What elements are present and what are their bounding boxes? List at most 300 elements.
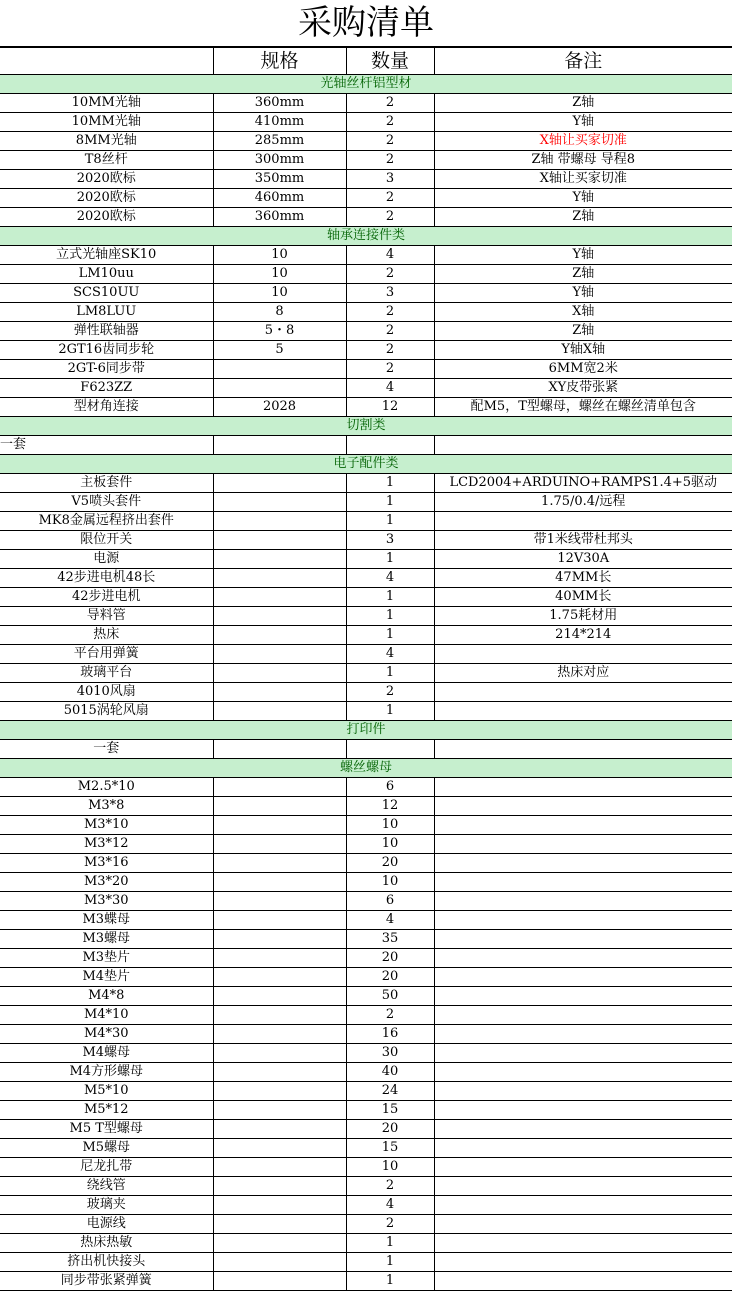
note-cell[interactable]: Y轴 bbox=[434, 284, 732, 303]
qty-cell[interactable]: 20 bbox=[346, 1120, 434, 1139]
qty-cell[interactable] bbox=[346, 740, 434, 759]
qty-cell[interactable]: 10 bbox=[346, 1158, 434, 1177]
spec-cell[interactable]: 460mm bbox=[213, 189, 346, 208]
note-cell[interactable]: X轴让买家切准 bbox=[434, 132, 732, 151]
spec-cell[interactable] bbox=[213, 987, 346, 1006]
spec-cell[interactable]: 360mm bbox=[213, 94, 346, 113]
note-cell[interactable] bbox=[434, 1139, 732, 1158]
qty-cell[interactable]: 4 bbox=[346, 569, 434, 588]
item-name-cell[interactable]: 42步进电机48长 bbox=[0, 569, 213, 588]
item-name-cell[interactable]: 尼龙扎带 bbox=[0, 1158, 213, 1177]
table-row bbox=[0, 683, 732, 702]
item-name-cell[interactable]: 热床 bbox=[0, 626, 213, 645]
note-cell[interactable]: 6MM宽2米 bbox=[434, 360, 732, 379]
table-row bbox=[0, 702, 732, 721]
item-name-cell[interactable]: F623ZZ bbox=[0, 379, 213, 398]
item-name-cell[interactable]: SCS10UU bbox=[0, 284, 213, 303]
note-cell[interactable] bbox=[434, 949, 732, 968]
table-row bbox=[0, 873, 732, 892]
spec-cell[interactable] bbox=[213, 1158, 346, 1177]
qty-cell[interactable]: 2 bbox=[346, 189, 434, 208]
qty-cell[interactable]: 2 bbox=[346, 683, 434, 702]
table-row bbox=[0, 1177, 732, 1196]
note-cell[interactable] bbox=[434, 1082, 732, 1101]
item-name-cell[interactable]: M3*12 bbox=[0, 835, 213, 854]
note-cell[interactable] bbox=[434, 1063, 732, 1082]
item-name-cell[interactable]: M4螺母 bbox=[0, 1044, 213, 1063]
qty-cell[interactable]: 2 bbox=[346, 94, 434, 113]
spec-cell[interactable] bbox=[213, 854, 346, 873]
table-row bbox=[0, 1063, 732, 1082]
spec-cell[interactable] bbox=[213, 1120, 346, 1139]
note-cell[interactable] bbox=[434, 1025, 732, 1044]
table-row bbox=[0, 113, 732, 132]
item-name-cell[interactable]: 10MM光轴 bbox=[0, 94, 213, 113]
table-row bbox=[0, 1006, 732, 1025]
note-cell[interactable]: Y轴 bbox=[434, 189, 732, 208]
item-name-cell[interactable]: M4*10 bbox=[0, 1006, 213, 1025]
table-row bbox=[0, 626, 732, 645]
qty-cell[interactable]: 1 bbox=[346, 493, 434, 512]
spec-cell[interactable]: 360mm bbox=[213, 208, 346, 227]
qty-cell[interactable]: 2 bbox=[346, 360, 434, 379]
item-name-cell[interactable]: M3*8 bbox=[0, 797, 213, 816]
spec-cell[interactable] bbox=[213, 550, 346, 569]
item-name-cell[interactable]: M5 T型螺母 bbox=[0, 1120, 213, 1139]
item-name-cell[interactable]: 电源 bbox=[0, 550, 213, 569]
item-name-cell[interactable]: 8MM光轴 bbox=[0, 132, 213, 151]
table-row bbox=[0, 189, 732, 208]
note-cell[interactable]: 47MM长 bbox=[434, 569, 732, 588]
section-label[interactable]: 打印件 bbox=[0, 721, 732, 740]
qty-cell[interactable]: 2 bbox=[346, 322, 434, 341]
table-row bbox=[0, 664, 732, 683]
note-cell[interactable] bbox=[434, 1044, 732, 1063]
table-row bbox=[0, 968, 732, 987]
qty-cell[interactable]: 1 bbox=[346, 702, 434, 721]
qty-cell[interactable]: 1 bbox=[346, 1272, 434, 1291]
table-row bbox=[0, 379, 732, 398]
spec-cell[interactable] bbox=[213, 588, 346, 607]
spec-cell[interactable] bbox=[213, 645, 346, 664]
item-name-cell[interactable]: M3蝶母 bbox=[0, 911, 213, 930]
qty-cell[interactable]: 40 bbox=[346, 1063, 434, 1082]
item-name-cell[interactable]: 玻璃平台 bbox=[0, 664, 213, 683]
header-cell-qty[interactable]: 数量 bbox=[346, 48, 434, 75]
table-row bbox=[0, 949, 732, 968]
qty-cell[interactable]: 30 bbox=[346, 1044, 434, 1063]
item-name-cell[interactable]: LM10uu bbox=[0, 265, 213, 284]
item-name-cell[interactable]: M3*20 bbox=[0, 873, 213, 892]
qty-cell[interactable]: 10 bbox=[346, 835, 434, 854]
spec-cell[interactable] bbox=[213, 1006, 346, 1025]
spec-cell[interactable] bbox=[213, 626, 346, 645]
item-name-cell[interactable]: V5喷头套件 bbox=[0, 493, 213, 512]
qty-cell[interactable]: 2 bbox=[346, 1006, 434, 1025]
qty-cell[interactable]: 2 bbox=[346, 113, 434, 132]
note-cell[interactable]: Z轴 bbox=[434, 208, 732, 227]
note-cell[interactable]: Y轴X轴 bbox=[434, 341, 732, 360]
note-cell[interactable]: Z轴 bbox=[434, 322, 732, 341]
note-cell[interactable]: X轴 bbox=[434, 303, 732, 322]
table-row bbox=[0, 322, 732, 341]
item-name-cell[interactable]: 2020欧标 bbox=[0, 208, 213, 227]
spec-cell[interactable]: 300mm bbox=[213, 151, 346, 170]
item-name-cell[interactable]: LM8LUU bbox=[0, 303, 213, 322]
qty-cell[interactable]: 2 bbox=[346, 303, 434, 322]
section-row bbox=[0, 721, 732, 740]
spec-cell[interactable]: 10 bbox=[213, 265, 346, 284]
table-row bbox=[0, 1215, 732, 1234]
spec-cell[interactable] bbox=[213, 360, 346, 379]
note-cell[interactable]: Y轴 bbox=[434, 246, 732, 265]
spec-cell[interactable] bbox=[213, 911, 346, 930]
qty-cell[interactable]: 6 bbox=[346, 778, 434, 797]
qty-cell[interactable]: 50 bbox=[346, 987, 434, 1006]
note-cell[interactable] bbox=[434, 816, 732, 835]
spec-cell[interactable] bbox=[213, 1025, 346, 1044]
section-label[interactable]: 电子配件类 bbox=[0, 455, 732, 474]
item-name-cell[interactable]: M4方形螺母 bbox=[0, 1063, 213, 1082]
spec-cell[interactable]: 285mm bbox=[213, 132, 346, 151]
qty-cell[interactable]: 15 bbox=[346, 1101, 434, 1120]
item-name-cell[interactable]: 5015涡轮风扇 bbox=[0, 702, 213, 721]
spec-cell[interactable] bbox=[213, 607, 346, 626]
table-row bbox=[0, 512, 732, 531]
note-cell[interactable]: Z轴 bbox=[434, 94, 732, 113]
table-row bbox=[0, 360, 732, 379]
note-cell[interactable]: X轴让买家切准 bbox=[434, 170, 732, 189]
qty-cell[interactable]: 3 bbox=[346, 531, 434, 550]
table-row bbox=[0, 550, 732, 569]
table-row bbox=[0, 645, 732, 664]
spec-cell[interactable] bbox=[213, 835, 346, 854]
qty-cell[interactable]: 2 bbox=[346, 1215, 434, 1234]
item-name-cell[interactable]: M4垫片 bbox=[0, 968, 213, 987]
section-label[interactable]: 切割类 bbox=[0, 417, 732, 436]
spec-cell[interactable] bbox=[213, 797, 346, 816]
spec-cell[interactable] bbox=[213, 778, 346, 797]
table-row bbox=[0, 607, 732, 626]
spec-cell[interactable]: 10 bbox=[213, 246, 346, 265]
note-cell[interactable] bbox=[434, 892, 732, 911]
table-row bbox=[0, 1101, 732, 1120]
item-name-cell[interactable]: 2020欧标 bbox=[0, 170, 213, 189]
spec-cell[interactable] bbox=[213, 930, 346, 949]
item-name-cell[interactable]: M3*10 bbox=[0, 816, 213, 835]
item-name-cell[interactable]: 玻璃夹 bbox=[0, 1196, 213, 1215]
note-cell[interactable] bbox=[434, 740, 732, 759]
header-cell-note[interactable]: 备注 bbox=[434, 48, 732, 75]
note-cell[interactable]: Z轴 带螺母 导程8 bbox=[434, 151, 732, 170]
table-row bbox=[0, 1196, 732, 1215]
table-row bbox=[0, 740, 732, 759]
note-cell[interactable]: 40MM长 bbox=[434, 588, 732, 607]
note-cell[interactable]: 热床对应 bbox=[434, 664, 732, 683]
qty-cell[interactable]: 20 bbox=[346, 968, 434, 987]
spec-cell[interactable]: 410mm bbox=[213, 113, 346, 132]
spec-cell[interactable] bbox=[213, 873, 346, 892]
qty-cell[interactable]: 1 bbox=[346, 1234, 434, 1253]
item-name-cell[interactable]: 导料管 bbox=[0, 607, 213, 626]
table-row bbox=[0, 208, 732, 227]
note-cell[interactable] bbox=[434, 778, 732, 797]
spec-cell[interactable] bbox=[213, 531, 346, 550]
note-cell[interactable]: 带1米线带杜邦头 bbox=[434, 531, 732, 550]
item-name-cell[interactable]: 2GT16齿同步轮 bbox=[0, 341, 213, 360]
note-cell[interactable] bbox=[434, 1101, 732, 1120]
spec-cell[interactable] bbox=[213, 683, 346, 702]
table-row bbox=[0, 132, 732, 151]
qty-cell[interactable]: 4 bbox=[346, 645, 434, 664]
note-cell[interactable]: XY皮带张紧 bbox=[434, 379, 732, 398]
table-row bbox=[0, 303, 732, 322]
item-name-cell[interactable]: 2020欧标 bbox=[0, 189, 213, 208]
spec-cell[interactable] bbox=[213, 379, 346, 398]
spec-cell[interactable] bbox=[213, 1253, 346, 1272]
spec-cell[interactable] bbox=[213, 1044, 346, 1063]
spec-cell[interactable]: 10 bbox=[213, 284, 346, 303]
qty-cell[interactable]: 1 bbox=[346, 1253, 434, 1272]
qty-cell[interactable]: 12 bbox=[346, 398, 434, 417]
table-row bbox=[0, 1234, 732, 1253]
item-name-cell[interactable]: 立式光轴座SK10 bbox=[0, 246, 213, 265]
note-cell[interactable] bbox=[434, 987, 732, 1006]
spec-cell[interactable] bbox=[213, 702, 346, 721]
qty-cell[interactable]: 4 bbox=[346, 379, 434, 398]
qty-cell[interactable]: 1 bbox=[346, 550, 434, 569]
table-row bbox=[0, 170, 732, 189]
qty-cell[interactable]: 4 bbox=[346, 1196, 434, 1215]
table-row bbox=[0, 436, 732, 455]
note-cell[interactable]: 1.75耗材用 bbox=[434, 607, 732, 626]
qty-cell[interactable]: 3 bbox=[346, 170, 434, 189]
note-cell[interactable] bbox=[434, 797, 732, 816]
note-cell[interactable]: 1.75/0.4/远程 bbox=[434, 493, 732, 512]
item-name-cell[interactable]: 4010风扇 bbox=[0, 683, 213, 702]
item-name-cell[interactable]: 热床热敏 bbox=[0, 1234, 213, 1253]
qty-cell[interactable]: 1 bbox=[346, 512, 434, 531]
note-cell[interactable]: 12V30A bbox=[434, 550, 732, 569]
note-cell[interactable] bbox=[434, 911, 732, 930]
qty-cell[interactable]: 2 bbox=[346, 1177, 434, 1196]
spec-cell[interactable]: 8 bbox=[213, 303, 346, 322]
table-row bbox=[0, 778, 732, 797]
qty-cell[interactable]: 24 bbox=[346, 1082, 434, 1101]
table-row bbox=[0, 265, 732, 284]
qty-cell[interactable]: 20 bbox=[346, 949, 434, 968]
item-name-cell[interactable]: 平台用弹簧 bbox=[0, 645, 213, 664]
qty-cell[interactable]: 10 bbox=[346, 873, 434, 892]
spec-cell[interactable] bbox=[213, 1082, 346, 1101]
note-cell[interactable] bbox=[434, 1006, 732, 1025]
spec-cell[interactable] bbox=[213, 1063, 346, 1082]
qty-cell[interactable]: 20 bbox=[346, 854, 434, 873]
spec-cell[interactable] bbox=[213, 1101, 346, 1120]
table-row bbox=[0, 1025, 732, 1044]
note-cell[interactable] bbox=[434, 1234, 732, 1253]
qty-cell[interactable]: 2 bbox=[346, 341, 434, 360]
item-name-cell[interactable]: 限位开关 bbox=[0, 531, 213, 550]
qty-cell[interactable]: 4 bbox=[346, 246, 434, 265]
qty-cell[interactable]: 1 bbox=[346, 588, 434, 607]
spec-cell[interactable] bbox=[213, 436, 346, 455]
table-row bbox=[0, 797, 732, 816]
qty-cell[interactable]: 3 bbox=[346, 284, 434, 303]
section-row bbox=[0, 759, 732, 778]
note-cell[interactable]: Y轴 bbox=[434, 113, 732, 132]
table-row bbox=[0, 94, 732, 113]
note-cell[interactable] bbox=[434, 645, 732, 664]
spec-cell[interactable] bbox=[213, 892, 346, 911]
qty-cell[interactable]: 35 bbox=[346, 930, 434, 949]
spec-cell[interactable] bbox=[213, 1272, 346, 1291]
item-name-cell[interactable]: M3*16 bbox=[0, 854, 213, 873]
item-name-cell[interactable]: 电源线 bbox=[0, 1215, 213, 1234]
qty-cell[interactable]: 1 bbox=[346, 626, 434, 645]
table-row bbox=[0, 1139, 732, 1158]
note-cell[interactable] bbox=[434, 1253, 732, 1272]
qty-cell[interactable]: 2 bbox=[346, 265, 434, 284]
spec-cell[interactable] bbox=[213, 1234, 346, 1253]
note-cell[interactable] bbox=[434, 1120, 732, 1139]
table-row bbox=[0, 1082, 732, 1101]
note-cell[interactable] bbox=[434, 702, 732, 721]
qty-cell[interactable]: 2 bbox=[346, 151, 434, 170]
note-cell[interactable] bbox=[434, 1196, 732, 1215]
item-name-cell[interactable]: 绕线管 bbox=[0, 1177, 213, 1196]
item-name-cell[interactable]: T8丝杆 bbox=[0, 151, 213, 170]
qty-cell[interactable]: 1 bbox=[346, 607, 434, 626]
spec-cell[interactable] bbox=[213, 1215, 346, 1234]
note-cell[interactable]: Z轴 bbox=[434, 265, 732, 284]
table-row bbox=[0, 284, 732, 303]
spec-cell[interactable] bbox=[213, 968, 346, 987]
note-cell[interactable]: LCD2004+ARDUINO+RAMPS1.4+5驱动 bbox=[434, 474, 732, 493]
note-cell[interactable] bbox=[434, 1177, 732, 1196]
table-row bbox=[0, 1120, 732, 1139]
header-cell-spec[interactable]: 规格 bbox=[213, 48, 346, 75]
spec-cell[interactable]: 350mm bbox=[213, 170, 346, 189]
item-name-cell[interactable]: 一套 bbox=[0, 740, 213, 759]
note-cell[interactable] bbox=[434, 512, 732, 531]
qty-cell[interactable]: 1 bbox=[346, 474, 434, 493]
header-cell-name[interactable] bbox=[0, 48, 213, 75]
item-name-cell[interactable]: 挤出机快接头 bbox=[0, 1253, 213, 1272]
item-name-cell[interactable]: 2GT-6同步带 bbox=[0, 360, 213, 379]
note-cell[interactable] bbox=[434, 930, 732, 949]
item-name-cell[interactable]: M3垫片 bbox=[0, 949, 213, 968]
qty-cell[interactable]: 12 bbox=[346, 797, 434, 816]
qty-cell[interactable]: 2 bbox=[346, 208, 434, 227]
item-name-cell[interactable]: M3*30 bbox=[0, 892, 213, 911]
table-row bbox=[0, 911, 732, 930]
section-label[interactable]: 轴承连接件类 bbox=[0, 227, 732, 246]
qty-cell[interactable]: 2 bbox=[346, 132, 434, 151]
note-cell[interactable]: 配M5，T型螺母，螺丝在螺丝清单包含 bbox=[434, 398, 732, 417]
section-row bbox=[0, 455, 732, 474]
table-row bbox=[0, 493, 732, 512]
spec-cell[interactable]: 2028 bbox=[213, 398, 346, 417]
table-row bbox=[0, 816, 732, 835]
spec-cell[interactable] bbox=[213, 949, 346, 968]
item-name-cell[interactable]: 型材角连接 bbox=[0, 398, 213, 417]
spec-cell[interactable] bbox=[213, 569, 346, 588]
note-cell[interactable] bbox=[434, 873, 732, 892]
spec-cell[interactable] bbox=[213, 816, 346, 835]
qty-cell[interactable]: 6 bbox=[346, 892, 434, 911]
table-row bbox=[0, 398, 732, 417]
qty-cell[interactable]: 1 bbox=[346, 664, 434, 683]
note-cell[interactable] bbox=[434, 1272, 732, 1291]
qty-cell[interactable] bbox=[346, 436, 434, 455]
table-row bbox=[0, 531, 732, 550]
table-row bbox=[0, 835, 732, 854]
note-cell[interactable] bbox=[434, 968, 732, 987]
note-cell[interactable] bbox=[434, 835, 732, 854]
section-row bbox=[0, 75, 732, 94]
item-name-cell[interactable]: M5*10 bbox=[0, 1082, 213, 1101]
item-name-cell[interactable]: 同步带张紧弹簧 bbox=[0, 1272, 213, 1291]
spec-cell[interactable] bbox=[213, 740, 346, 759]
header-row bbox=[0, 48, 732, 75]
spec-cell[interactable] bbox=[213, 1177, 346, 1196]
note-cell[interactable] bbox=[434, 1158, 732, 1177]
item-name-cell[interactable]: 弹性联轴器 bbox=[0, 322, 213, 341]
item-name-cell[interactable]: 一套 bbox=[0, 436, 213, 455]
spec-cell[interactable] bbox=[213, 664, 346, 683]
spec-cell[interactable] bbox=[213, 493, 346, 512]
table-row bbox=[0, 892, 732, 911]
qty-cell[interactable]: 15 bbox=[346, 1139, 434, 1158]
item-name-cell[interactable]: MK8金属远程挤出套件 bbox=[0, 512, 213, 531]
item-name-cell[interactable]: M5螺母 bbox=[0, 1139, 213, 1158]
item-name-cell[interactable]: M3螺母 bbox=[0, 930, 213, 949]
section-row bbox=[0, 227, 732, 246]
item-name-cell[interactable]: M2.5*10 bbox=[0, 778, 213, 797]
item-name-cell[interactable]: 42步进电机 bbox=[0, 588, 213, 607]
note-cell[interactable] bbox=[434, 1215, 732, 1234]
section-label[interactable]: 螺丝螺母 bbox=[0, 759, 732, 778]
section-label[interactable]: 光轴丝杆铝型材 bbox=[0, 75, 732, 94]
spec-cell[interactable] bbox=[213, 1139, 346, 1158]
purchase-table bbox=[0, 47, 732, 1291]
note-cell[interactable] bbox=[434, 854, 732, 873]
note-cell[interactable] bbox=[434, 683, 732, 702]
note-cell[interactable] bbox=[434, 436, 732, 455]
spec-cell[interactable] bbox=[213, 474, 346, 493]
spec-cell[interactable] bbox=[213, 512, 346, 531]
spec-cell[interactable]: 5・8 bbox=[213, 322, 346, 341]
qty-cell[interactable]: 4 bbox=[346, 911, 434, 930]
table-row bbox=[0, 1253, 732, 1272]
qty-cell[interactable]: 16 bbox=[346, 1025, 434, 1044]
table-row bbox=[0, 1158, 732, 1177]
note-cell[interactable]: 214*214 bbox=[434, 626, 732, 645]
table-row bbox=[0, 341, 732, 360]
spec-cell[interactable]: 5 bbox=[213, 341, 346, 360]
item-name-cell[interactable]: M4*8 bbox=[0, 987, 213, 1006]
item-name-cell[interactable]: 主板套件 bbox=[0, 474, 213, 493]
table-row bbox=[0, 474, 732, 493]
qty-cell[interactable]: 10 bbox=[346, 816, 434, 835]
item-name-cell[interactable]: 10MM光轴 bbox=[0, 113, 213, 132]
item-name-cell[interactable]: M5*12 bbox=[0, 1101, 213, 1120]
spec-cell[interactable] bbox=[213, 1196, 346, 1215]
section-row bbox=[0, 417, 732, 436]
table-body bbox=[0, 48, 732, 1291]
item-name-cell[interactable]: M4*30 bbox=[0, 1025, 213, 1044]
